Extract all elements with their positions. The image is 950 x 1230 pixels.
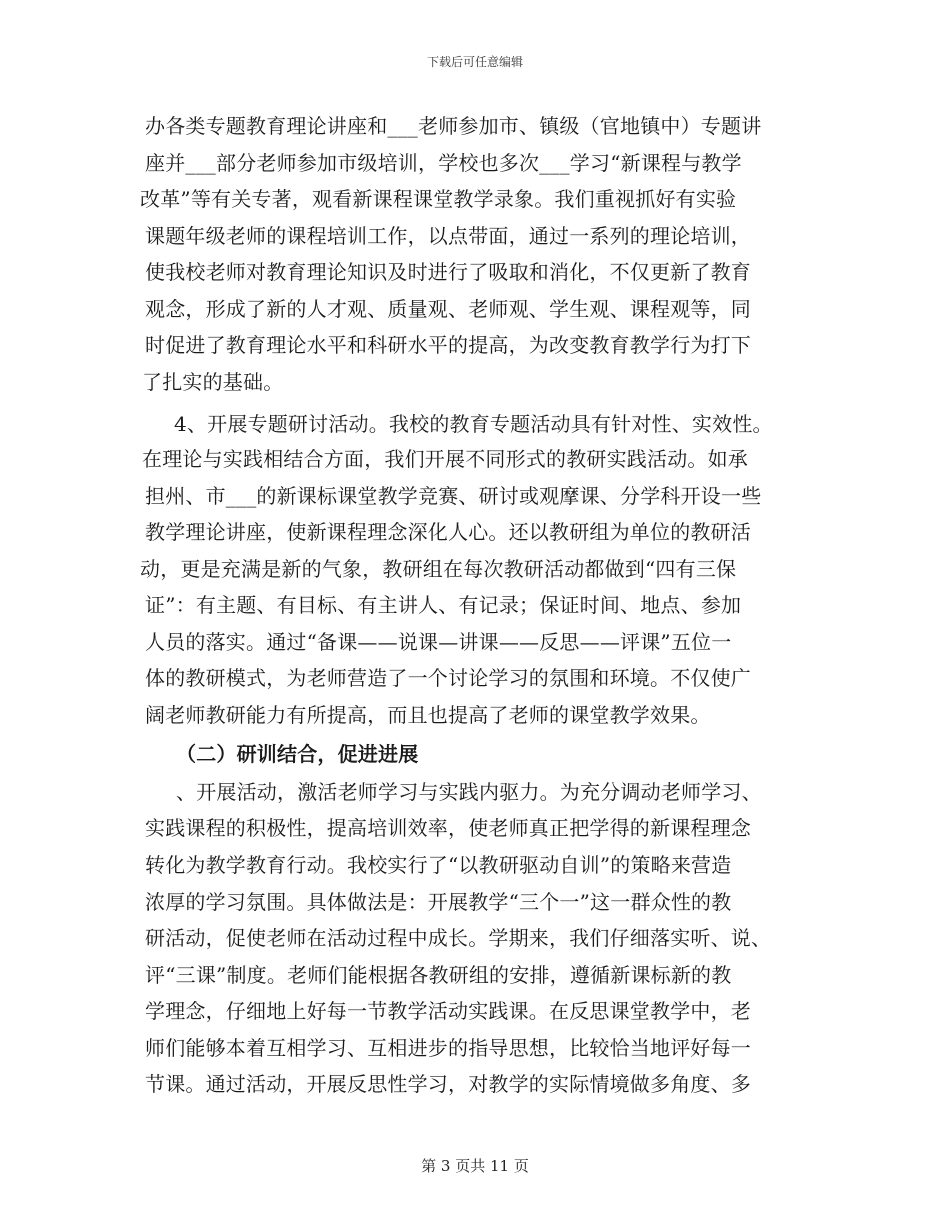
- text-line: 评“三课”制度。老师们能根据各教研组的安排，遵循新课标新的教: [145, 963, 732, 987]
- text-line: 转化为教学教育行动。我校实行了“以教研驱动自训”的策略来营造: [145, 853, 732, 877]
- text-line: 、开展活动，激活老师学习与实践内驱力。为充分调动老师学习、: [176, 780, 762, 804]
- text-line: 使我校老师对教育理论知识及时进行了吸取和消化，不仅更新了教育: [145, 260, 751, 284]
- text-line: 担州、市___的新课标课堂教学竞赛、研讨或观摩课、分学科开设一些: [145, 484, 762, 508]
- text-line: 实践课程的积极性，提高培训效率，使老师真正把学得的新课程理念: [145, 816, 751, 840]
- section-heading: （二）研训结合，促进进展: [176, 742, 419, 766]
- text-line: 浓厚的学习氛围。具体做法是：开展教学“三个一”这一群众性的教: [145, 890, 732, 914]
- text-line: 研活动，促使老师在活动过程中成长。学期来，我们仔细落实听、说、: [145, 926, 772, 950]
- text-line: 4、开展专题研讨活动。我校的教育专题活动具有针对性、实效性。: [174, 412, 773, 436]
- page-header: 下载后可任意编辑: [426, 55, 523, 69]
- text-line: 改革”等有关专著，观看新课程课堂教学录象。我们重视抓好有实验: [140, 187, 737, 211]
- text-line: 动，更是充满是新的气象，教研组在每次教研活动都做到“四有三保: [140, 557, 737, 581]
- text-line: 人员的落实。通过“备课——说课—讲课——反思——评课”五位一: [145, 630, 732, 654]
- text-line: 时促进了教育理论水平和科研水平的提高，为改变教育教学行为打下: [145, 333, 751, 357]
- text-line: 师们能够本着互相学习、互相进步的指导思想，比较恰当地评好每一: [145, 1036, 751, 1060]
- text-line: 证”：有主题、有目标、有主讲人、有记录；保证时间、地点、参加: [145, 593, 742, 617]
- text-line: 了扎实的基础。: [142, 370, 284, 394]
- text-line: 观念，形成了新的人才观、质量观、老师观、学生观、课程观等，同: [145, 297, 751, 321]
- text-line: 座并___部分老师参加市级培训，学校也多次___学习“新课程与教学: [145, 151, 742, 175]
- text-line: 学理念，仔细地上好每一节教学活动实践课。在反思课堂教学中，老: [145, 999, 751, 1023]
- document-body: [0, 108, 950, 1148]
- text-line: 阔老师教研能力有所提高，而且也提高了老师的课堂教学效果。: [145, 703, 711, 727]
- text-line: 节课。通过活动，开展反思性学习，对教学的实际情境做多角度、多: [145, 1072, 751, 1096]
- text-line: 在理论与实践相结合方面，我们开展不同形式的教研实践活动。如承: [142, 447, 748, 471]
- text-line: 体的教研模式，为老师营造了一个讨论学习的氛围和环境。不仅使广: [145, 666, 751, 690]
- page-number: 第 3 页共 11 页: [421, 1157, 529, 1175]
- text-line: 教学理论讲座，使新课程理念深化人心。还以教研组为单位的教研活: [145, 520, 751, 544]
- text-line: 办各类专题教育理论讲座和___老师参加市、镇级（官地镇中）专题讲: [145, 114, 762, 138]
- text-line: 课题年级老师的课程培训工作，以点带面，通过一系列的理论培训，: [145, 224, 751, 248]
